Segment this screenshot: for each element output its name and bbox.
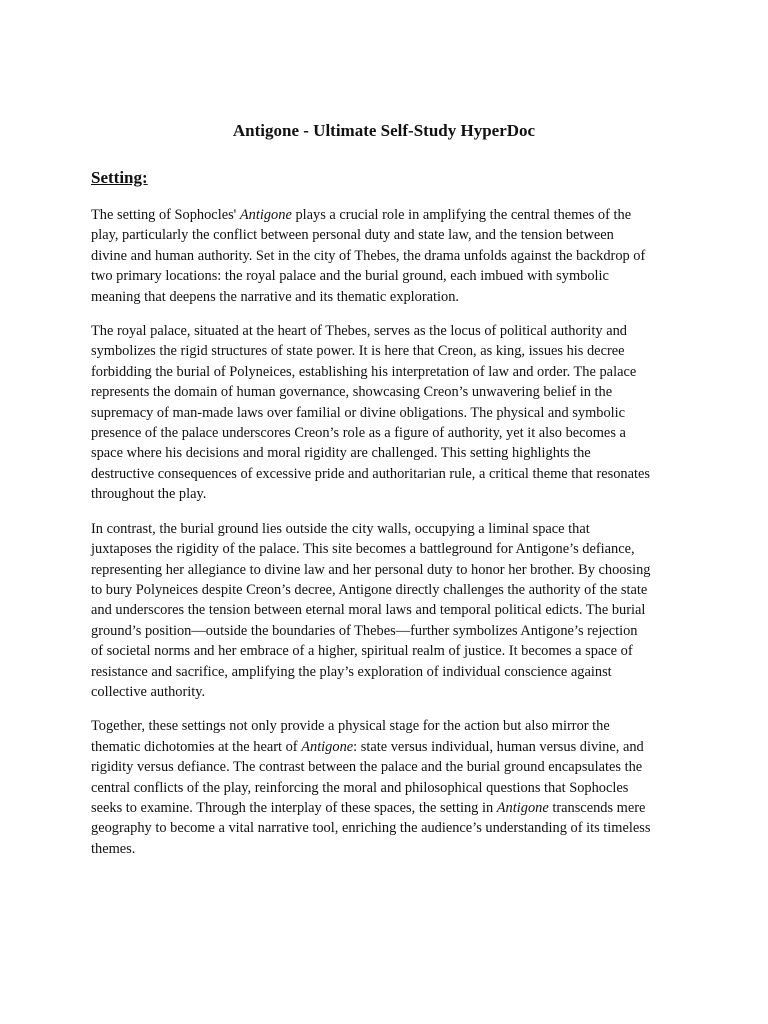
italic-title: Antigone <box>301 738 354 755</box>
text-line: represents the domain of human governance, showcasing Creon’s unwavering belief in the <box>91 384 613 401</box>
text-line: divine and human authority. Set in the city of Thebes, the drama unfolds against the backdrop of <box>91 247 646 264</box>
text-line: The setting of Sophocles' Antigone plays a crucial role in amplifying the central themes of the <box>91 207 632 223</box>
text-line: ground’s position—outside the boundaries of Thebes—further symbolizes Antigone’s rejection <box>91 622 638 639</box>
text-line: geography to become a vital narrative tool, enriching the audience’s understanding of its timeless <box>91 820 651 837</box>
document-title: Antigone - Ultimate Self-Study HyperDoc <box>232 121 536 140</box>
text-line: destructive consequences of excessive pride and authoritarian rule, a critical theme that resonates <box>91 465 651 482</box>
italic-title: Antigone <box>239 207 292 223</box>
paragraph <box>91 321 679 505</box>
text-line: presence of the palace underscores Creon’s role as a figure of authority, yet it also becomes a <box>91 425 626 442</box>
text-line: The royal palace, situated at the heart of Thebes, serves as the locus of political authority and <box>91 323 627 340</box>
paragraph <box>91 205 679 307</box>
text-line: of societal norms and her embrace of a higher, spiritual realm of justice. It becomes a space of <box>91 643 633 660</box>
text-line: In contrast, the burial ground lies outside the city walls, occupying a liminal space that <box>91 520 590 537</box>
text-line: rigidity versus defiance. The contrast between the palace and the burial ground encapsulates the <box>91 759 643 776</box>
text-line: juxtaposes the rigidity of the palace. This site becomes a battleground for Antigone’s defiance, <box>91 541 635 558</box>
text-line: central conflicts of the play, reinforcing the moral and philosophical questions that Sophocles <box>91 779 629 796</box>
text-line: to bury Polyneices despite Creon’s decree, Antigone directly challenges the authority of the state <box>91 581 648 598</box>
text-line: thematic dichotomies at the heart of Antigone: state versus individual, human versus divine, and <box>91 738 644 755</box>
text-line: resistance and sacrifice, amplifying the play’s exploration of individual conscience against <box>91 663 612 680</box>
text-line: meaning that deepens the narrative and its thematic exploration. <box>91 288 460 305</box>
text-line: and underscores the tension between eternal moral laws and temporal political edicts. The burial <box>91 602 646 619</box>
paragraph <box>91 519 679 703</box>
text-line: two primary locations: the royal palace and the burial ground, each imbued with symbolic <box>91 268 609 285</box>
text-line: collective authority. <box>91 683 206 700</box>
paragraph <box>91 716 679 859</box>
text-line: throughout the play. <box>91 486 207 503</box>
document-body <box>91 205 679 873</box>
text-line: representing her allegiance to divine law and her personal duty to honor her brother. By choosing <box>91 561 651 578</box>
text-line: space where his decisions and moral rigidity are challenged. This setting highlights the <box>91 445 591 462</box>
text-line: seeks to examine. Through the interplay of these spaces, the setting in Antigone transcends mere <box>91 799 646 816</box>
section-heading-setting: Setting: <box>91 168 148 187</box>
italic-title: Antigone <box>496 799 549 816</box>
text-line: forbidding the burial of Polyneices, establishing his interpretation of law and order. The palace <box>91 363 637 380</box>
text-line: symbolizes the rigid structures of state power. It is here that Creon, as king, issues his decree <box>91 343 625 360</box>
text-line: Together, these settings not only provide a physical stage for the action but also mirror the <box>91 718 610 735</box>
text-line: play, particularly the conflict between personal duty and state law, and the tension between <box>91 227 614 244</box>
text-line: supremacy of man-made laws over familial or divine obligations. The physical and symbolic <box>91 404 626 421</box>
text-line: themes. <box>91 840 136 857</box>
